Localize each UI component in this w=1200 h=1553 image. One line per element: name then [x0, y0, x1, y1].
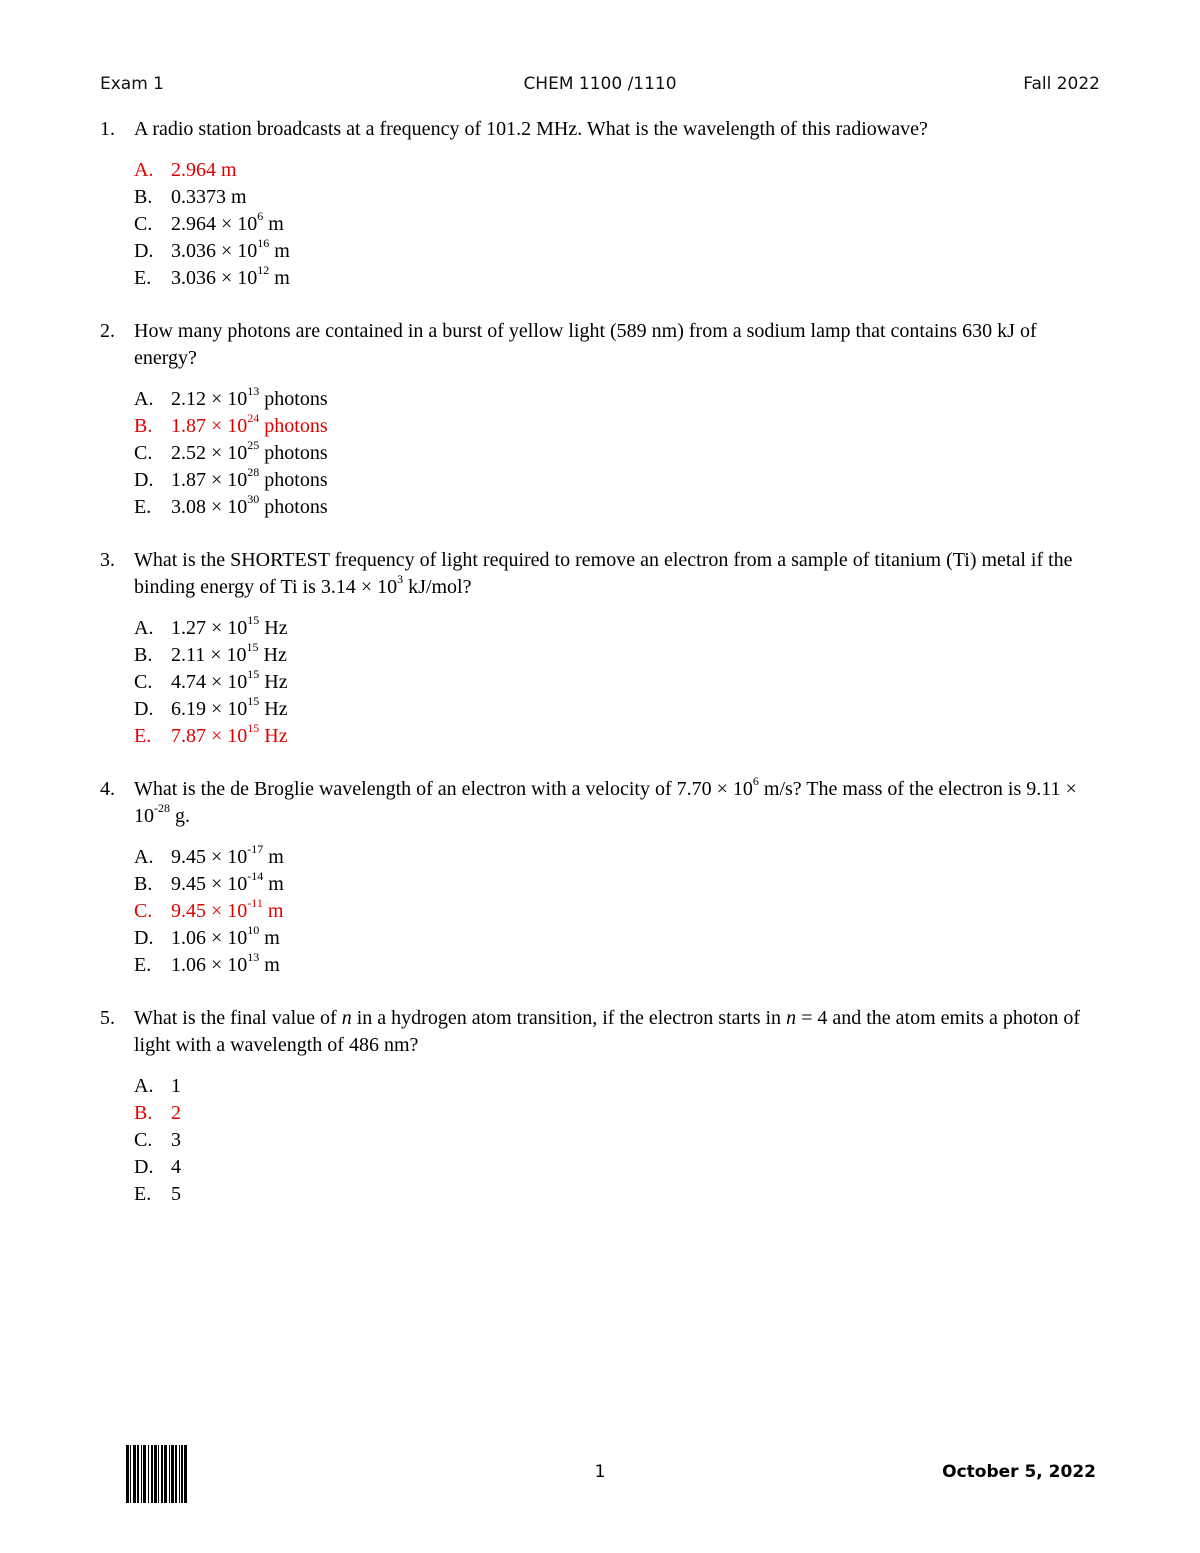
option-text: $1.06 \times 10^{10}$ m: [171, 923, 280, 949]
option-letter: B.: [134, 1102, 153, 1124]
answer-option: [134, 723, 1100, 750]
answer-option: [134, 642, 1100, 669]
answer-option: [134, 238, 1100, 265]
question-number: 5.: [100, 1007, 115, 1029]
page-number: 1: [594, 1462, 606, 1482]
option-text: $3.036 \times 10^{12}$ m: [171, 263, 290, 289]
option-text: $1.27 \times 10^{15}$ Hz: [171, 613, 288, 639]
option-text: $7.87 \times 10^{15}$ Hz: [171, 721, 288, 747]
answer-option: [134, 952, 1100, 979]
option-text: $2.12 \times 10^{13}$ photons: [171, 384, 328, 410]
question-text: What is the de Broglie wavelength of an electron with a velocity of $7.70 \times 10^6$ m/s? The mass of the electron is $9.11 \times 10^{-28}$ g.: [134, 774, 1077, 827]
option-text: $2.52 \times 10^{25}$ photons: [171, 438, 328, 464]
option-letter: A.: [134, 1075, 154, 1097]
option-letter: A.: [134, 617, 154, 639]
question-text: How many photons are contained in a burst of yellow light (589 nm) from a sodium lamp that contains 630 kJ of energy?: [134, 320, 1037, 369]
answer-options: [134, 157, 1100, 292]
answer-option: [134, 871, 1100, 898]
question-2: [100, 318, 1100, 521]
answer-option: [134, 157, 1100, 184]
option-letter: C.: [134, 442, 153, 464]
option-text: 3: [171, 1129, 181, 1151]
answer-option: [134, 1154, 1100, 1181]
option-text: $2.11 \times 10^{15}$ Hz: [171, 640, 287, 666]
option-letter: B.: [134, 186, 153, 208]
option-letter: C.: [134, 213, 153, 235]
question-4: [100, 776, 1100, 979]
answer-options: [134, 844, 1100, 979]
question-text: What is the final value of n in a hydrogen atom transition, if the electron starts in n = 4 and the atom emits a photon of light with a wavelength of 486 nm?: [134, 1007, 1081, 1056]
header-exam-label: Exam 1: [100, 74, 164, 94]
question-number: 1.: [100, 118, 115, 140]
option-letter: C.: [134, 671, 153, 693]
answer-option: [134, 265, 1100, 292]
option-text: 2.964 m: [171, 159, 237, 181]
question-1: [100, 116, 1100, 292]
option-letter: D.: [134, 469, 154, 491]
answer-option: [134, 494, 1100, 521]
option-text: 5: [171, 1183, 181, 1205]
header-term: Fall 2022: [1023, 74, 1100, 94]
answer-option: [134, 1100, 1100, 1127]
option-letter: E.: [134, 725, 152, 747]
answer-option: [134, 1127, 1100, 1154]
answer-option: [134, 211, 1100, 238]
option-text: 0.3373 m: [171, 186, 247, 208]
option-text: $3.036 \times 10^{16}$ m: [171, 236, 290, 262]
answer-option: [134, 467, 1100, 494]
answer-option: [134, 184, 1100, 211]
answer-option: [134, 440, 1100, 467]
option-letter: D.: [134, 927, 154, 949]
option-letter: D.: [134, 1156, 154, 1178]
option-text: 4: [171, 1156, 181, 1178]
option-text: $9.45 \times 10^{-11}$ m: [171, 896, 284, 922]
option-letter: C.: [134, 900, 153, 922]
option-letter: E.: [134, 954, 152, 976]
question-3: [100, 547, 1100, 750]
answer-options: [134, 386, 1100, 521]
option-text: $2.964 \times 10^6$ m: [171, 209, 284, 235]
option-letter: E.: [134, 496, 152, 518]
answer-option: [134, 844, 1100, 871]
option-letter: E.: [134, 1183, 152, 1205]
answer-option: [134, 696, 1100, 723]
option-text: $1.87 \times 10^{24}$ photons: [171, 411, 328, 437]
question-text: A radio station broadcasts at a frequency of 101.2 MHz. What is the wavelength of this radiowave?: [134, 118, 928, 140]
option-letter: D.: [134, 240, 154, 262]
option-letter: A.: [134, 159, 154, 181]
option-text: $3.08 \times 10^{30}$ photons: [171, 492, 328, 518]
answer-option: [134, 386, 1100, 413]
option-text: $9.45 \times 10^{-17}$ m: [171, 842, 284, 868]
option-letter: A.: [134, 846, 154, 868]
option-text: $1.87 \times 10^{28}$ photons: [171, 465, 328, 491]
answer-option: [134, 1181, 1100, 1208]
question-list: [100, 116, 1100, 1234]
option-letter: A.: [134, 388, 154, 410]
answer-option: [134, 615, 1100, 642]
header-course: CHEM 1100 /1110: [523, 74, 677, 94]
option-letter: B.: [134, 873, 153, 895]
answer-option: [134, 669, 1100, 696]
question-5: [100, 1005, 1100, 1208]
answer-option: [134, 898, 1100, 925]
option-text: $4.74 \times 10^{15}$ Hz: [171, 667, 288, 693]
option-letter: B.: [134, 644, 153, 666]
option-text: 1: [171, 1075, 181, 1097]
option-text: $9.45 \times 10^{-14}$ m: [171, 869, 284, 895]
answer-option: [134, 1073, 1100, 1100]
answer-option: [134, 413, 1100, 440]
option-text: $6.19 \times 10^{15}$ Hz: [171, 694, 288, 720]
option-letter: E.: [134, 267, 152, 289]
question-number: 4.: [100, 778, 115, 800]
option-text: $1.06 \times 10^{13}$ m: [171, 950, 280, 976]
option-letter: C.: [134, 1129, 153, 1151]
answer-option: [134, 925, 1100, 952]
option-text: 2: [171, 1102, 181, 1124]
option-letter: D.: [134, 698, 154, 720]
question-number: 2.: [100, 320, 115, 342]
option-letter: B.: [134, 415, 153, 437]
exam-date: October 5, 2022: [942, 1462, 1096, 1482]
question-number: 3.: [100, 549, 115, 571]
answer-options: [134, 615, 1100, 750]
answer-options: [134, 1073, 1100, 1208]
question-text: What is the SHORTEST frequency of light required to remove an electron from a sample of titanium (Ti) metal if the binding energy of Ti is $3.14 \times 10^3$ kJ/mol?: [134, 549, 1073, 598]
